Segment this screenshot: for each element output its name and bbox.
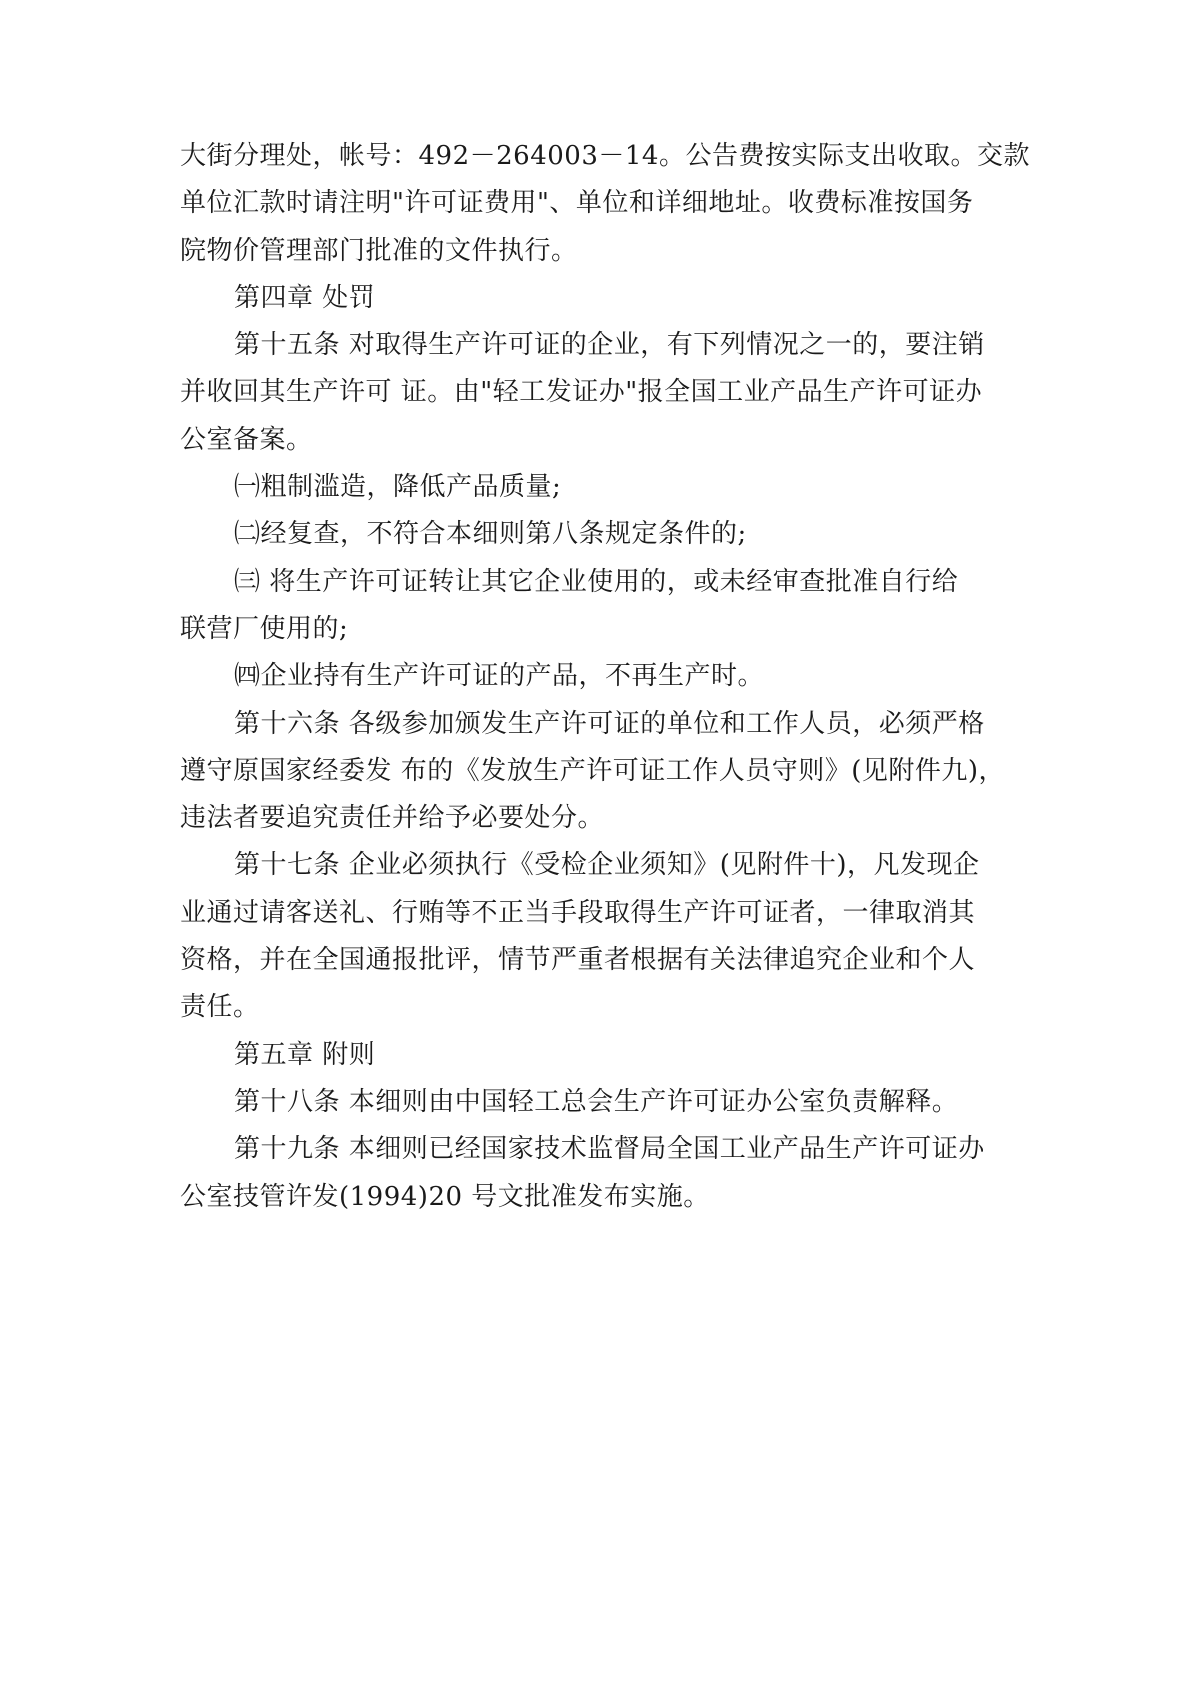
- list-item: ㈣企业持有生产许可证的产品，不再生产时。: [234, 661, 765, 692]
- chapter-heading: 第四章 处罚: [234, 282, 376, 313]
- text-line: 并收回其生产许可 证。由"轻工发证办"报全国工业产品生产许可证办: [180, 377, 983, 408]
- text-line: 院物价管理部门批准的文件执行。: [180, 235, 578, 266]
- chapter-heading: 第五章 附则: [234, 1039, 376, 1070]
- text-line: 资格，并在全国通报批评，情节严重者根据有关法律追究企业和个人: [180, 945, 976, 976]
- list-item: ㈠粗制滥造，降低产品质量;: [234, 472, 562, 503]
- list-item: ㈢ 将生产许可证转让其它企业使用的，或未经审查批准自行给: [234, 566, 959, 597]
- list-item: ㈡经复查，不符合本细则第八条规定条件的;: [234, 519, 747, 550]
- article-line: 第十六条 各级参加颁发生产许可证的单位和工作人员，必须严格: [234, 708, 985, 739]
- text-line: 单位汇款时请注明"许可证费用"、单位和详细地址。收费标准按国务: [180, 188, 974, 219]
- article-line: 第十五条 对取得生产许可证的企业，有下列情况之一的，要注销: [234, 330, 985, 361]
- article-line: 第十七条 企业必须执行《受检企业须知》(见附件十)，凡发现企: [234, 850, 980, 881]
- text-line: 公室备案。: [180, 424, 313, 455]
- article-line: 第十八条 本细则由中国轻工总会生产许可证办公室负责解释。: [234, 1086, 959, 1117]
- text-line: 责任。: [180, 992, 260, 1023]
- article-line: 第十九条 本细则已经国家技术监督局全国工业产品生产许可证办: [234, 1134, 985, 1165]
- text-line: 遵守原国家经委发 布的《发放生产许可证工作人员守则》(见附件九)，: [180, 755, 1006, 786]
- text-line: 公室技管许发(1994)20 号文批准发布实施。: [180, 1181, 710, 1212]
- document-body: [180, 133, 1030, 1221]
- text-line: 联营厂使用的;: [180, 613, 349, 644]
- text-line: 业通过请客送礼、行贿等不正当手段取得生产许可证者，一律取消其: [180, 897, 976, 928]
- text-line: 违法者要追究责任并给予必要处分。: [180, 803, 605, 834]
- text-line: 大街分理处，帐号：492－264003－14。公告费按实际支出收取。交款: [180, 141, 1030, 171]
